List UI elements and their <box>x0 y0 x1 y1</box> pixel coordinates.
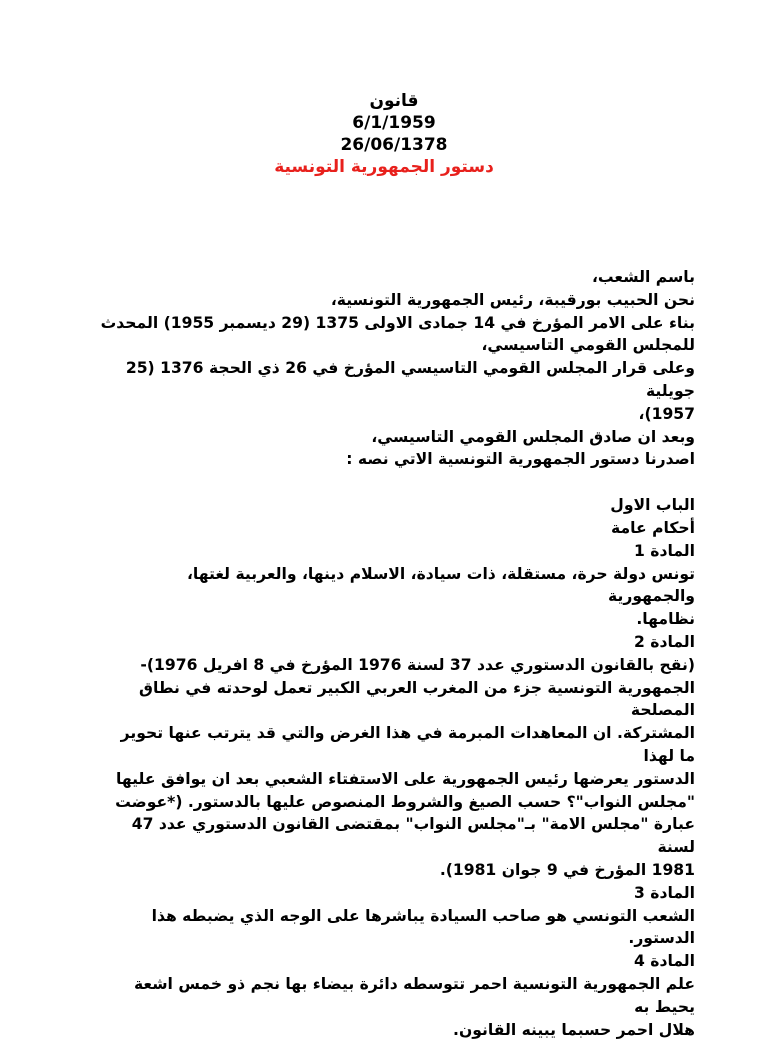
article-4-heading: المادة 4 <box>100 950 695 973</box>
gregorian-date: 6/1/1959 <box>10 112 768 134</box>
preamble-line: وبعد ان صادق المجلس القومي التاسيسي، <box>100 426 695 449</box>
hijri-date: 26/06/1378 <box>10 134 768 156</box>
preamble-line: للمجلس القومي التاسيسي، <box>100 334 695 357</box>
preamble-line: نحن الحبيب بورقيبة، رئيس الجمهورية التونسية، <box>100 289 695 312</box>
article-4-line: هلال احمر حسبما يبينه القانون. <box>100 1019 695 1041</box>
preamble-line: بناء على الامر المؤرخ في 14 جمادى الاولى 1375 (29 ديسمبر 1955) المحدث <box>100 312 695 335</box>
article-3-heading: المادة 3 <box>100 882 695 905</box>
document-header <box>0 90 768 178</box>
preamble-line: 1957)، <box>100 403 695 426</box>
law-label: قانون <box>10 90 768 112</box>
article-2-line: (نقح بالقانون الدستوري عدد 37 لسنة 1976 المؤرخ في 8 افريل 1976)- <box>100 654 695 677</box>
preamble-line: وعلى قرار المجلس القومي التاسيسي المؤرخ في 26 ذي الحجة 1376 (25 جويلية <box>100 357 695 403</box>
chapter-subtitle: أحكام عامة <box>100 517 695 540</box>
article-1-line: نظامها. <box>100 608 695 631</box>
article-2-line: المشتركة. ان المعاهدات المبرمة في هذا الغرض والتي قد يترتب عنها تحوير ما لهذا <box>100 722 695 768</box>
article-2-line: "مجلس النواب"؟ حسب الصيغ والشروط المنصوص عليها بالدستور. (*عوضت <box>100 791 695 814</box>
article-2-line: الدستور يعرضها رئيس الجمهورية على الاستفتاء الشعبي بعد ان يوافق عليها <box>100 768 695 791</box>
article-1-line: تونس دولة حرة، مستقلة، ذات سيادة، الاسلام دينها، والعربية لغتها، والجمهورية <box>100 563 695 609</box>
article-2-line: 1981 المؤرخ في 9 جوان 1981). <box>100 859 695 882</box>
article-2-line: عبارة "مجلس الامة" بـ"مجلس النواب" بمقتضى القانون الدستوري عدد 47 لسنة <box>100 813 695 859</box>
article-4-line: علم الجمهورية التونسية احمر تتوسطه دائرة بيضاء بها نجم ذو خمس اشعة يحيط به <box>100 973 695 1019</box>
article-2-line: الجمهورية التونسية جزء من المغرب العربي الكبير تعمل لوحدته في نطاق المصلحة <box>100 677 695 723</box>
preamble-line: اصدرنا دستور الجمهورية التونسية الاتي نصه : <box>100 448 695 471</box>
chapter-title: الباب الاول <box>100 494 695 517</box>
article-3-line: الشعب التونسي هو صاحب السيادة يباشرها على الوجه الذي يضبطه هذا الدستور. <box>100 905 695 951</box>
document-title: دستور الجمهورية التونسية <box>0 156 768 178</box>
article-2-heading: المادة 2 <box>100 631 695 654</box>
article-1-heading: المادة 1 <box>100 540 695 563</box>
document-body <box>100 266 695 1041</box>
preamble-line: باسم الشعب، <box>100 266 695 289</box>
